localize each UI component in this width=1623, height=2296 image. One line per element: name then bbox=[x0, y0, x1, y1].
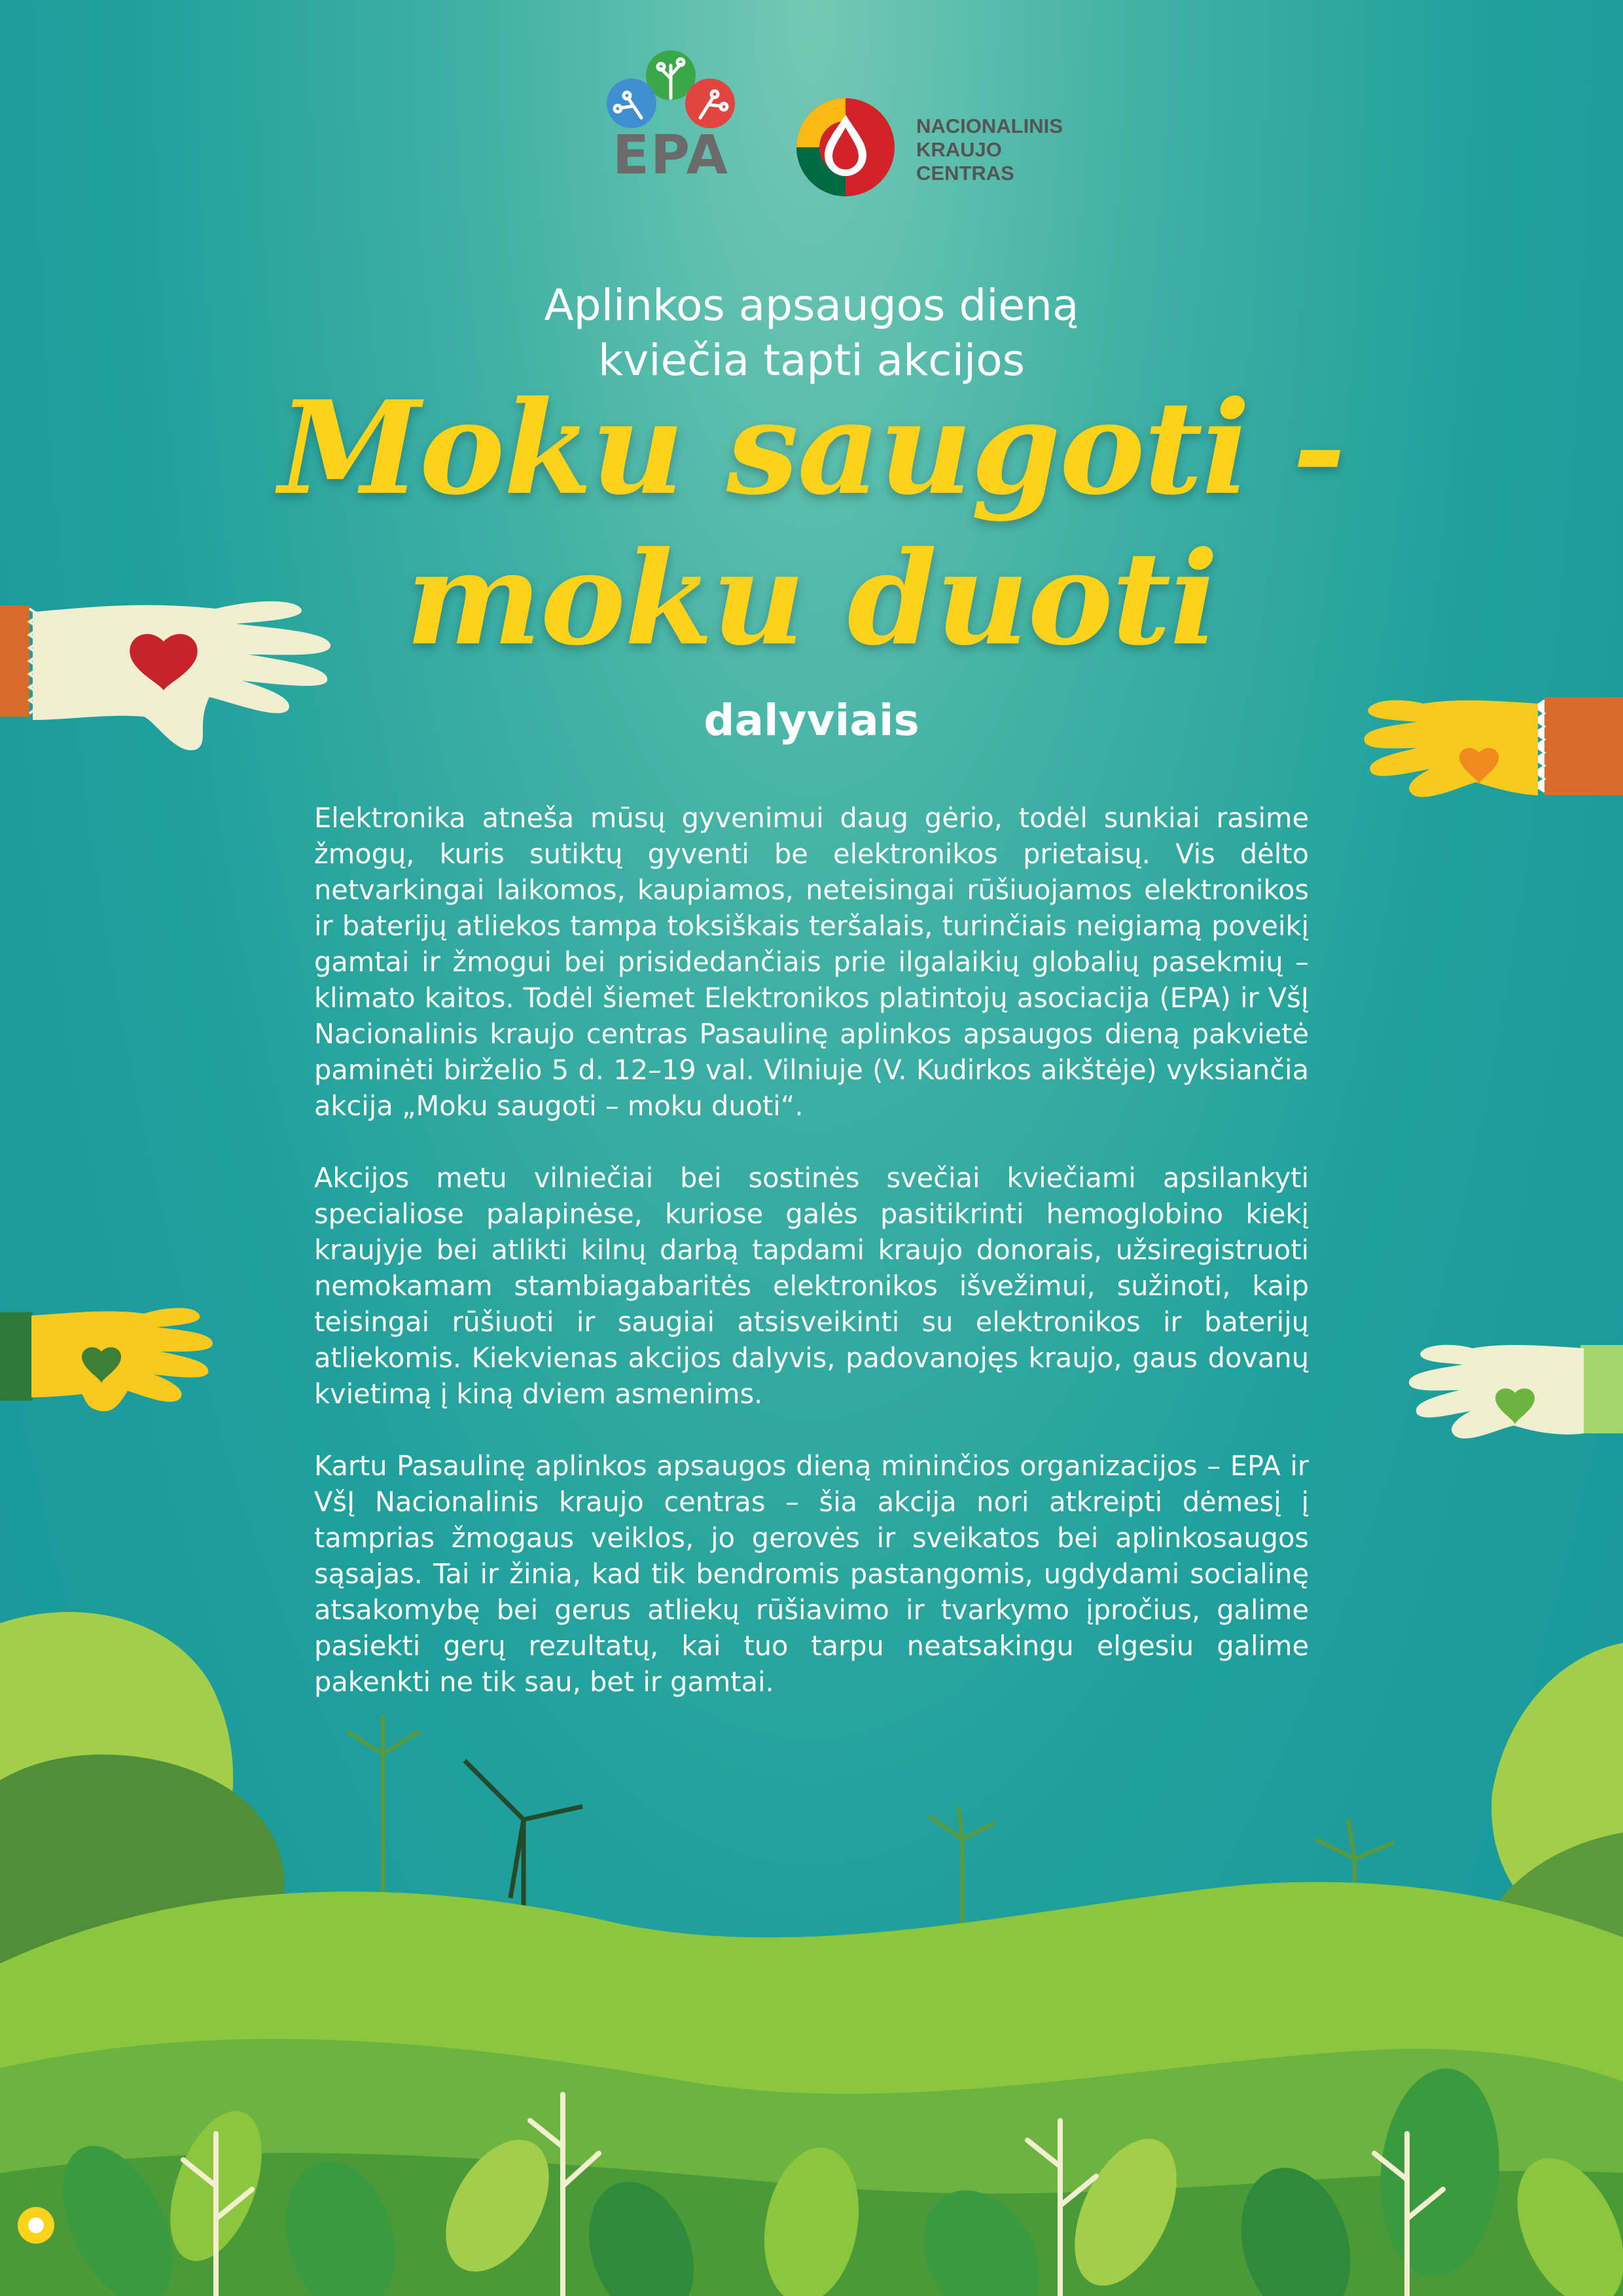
green-landscape-illustration bbox=[0, 1597, 1623, 2296]
intro-line-2: kviečia tapti akcijos bbox=[597, 335, 1026, 386]
paragraph-2: Akcijos metu vilniečiai bei sostinės svečiai kviečiami apsilankyti specialiose palapinėse, kuriose galės pasitikrinti hemoglobino kiekį kraujyje bei atlikti kilnų darbą tapdami kraujo donorais, užsiregistruoti nemokamam stambiagabaritės elektronikos išvežimui, sužinoti, kaip teisingai rūšiuoti ir saugiai atsisveikinti su elektronikos ir baterijų atliekomis. Kiekvienas akcijos dalyvis, padovanojęs kraujo, gaus dovanų kvietimą į kiną dviem asmenims. bbox=[314, 1162, 1309, 1410]
nkc-logo-text: NACIONALINIS KRAUJO CENTRAS bbox=[916, 115, 1063, 185]
logo-bar bbox=[0, 46, 1623, 203]
title-line-2: moku duoti bbox=[406, 524, 1217, 674]
title-line-1: Moku saugoti - bbox=[278, 373, 1345, 524]
epa-tree-icon bbox=[602, 46, 740, 131]
subtitle: dalyviais bbox=[704, 695, 919, 745]
hand-with-green-heart-icon bbox=[0, 1299, 216, 1414]
blood-drop-logo-icon bbox=[793, 95, 898, 200]
hand-with-orange-heart-icon bbox=[1358, 691, 1623, 808]
paragraph-3: Kartu Pasaulinę aplinkos apsaugos dieną mininčios organizacijos – EPA ir VšĮ Nacionalinis kraujo centras – šia akcija nori atkreipti dėmesį į tamprias žmogaus veiklos, jo gerovės ir sveikatos bei aplinkosaugos sąsajas. Tai ir žinia, kad tik bendromis pastangomis, ugdydami socialinę atsakomybę bei gerus atliekų rūšiavimo ir tvarkymo įpročius, galime pasiekti gerų rezultatų, kai tuo tarpu neatsakingu elgesiu galime pakenkti ne tik sau, bet ir gamtai. bbox=[314, 1450, 1309, 1698]
epa-logo bbox=[602, 46, 740, 196]
epa-logo-text: EPA bbox=[612, 124, 730, 187]
paragraph-1: Elektronika atneša mūsų gyvenimui daug gėrio, todėl sunkiai rasime žmogų, kuris sutiktų gyventi be elektronikos prietaisų. Vis dėlto netvarkingai laikomos, kaupiamos, neteisingai rūšiuojamos elektronikos ir baterijų atliekos tampa toksiškais teršalais, turinčiais neigiamą poveikį gamtai ir žmogui bei prisidedančiais prie ilgalaikių globalių pasekmių – klimato kaitos. Todėl šiemet Elektronikos platintojų asociacija (EPA) ir VšĮ Nacionalinis kraujo centras Pasaulinę aplinkos apsaugos dieną pakvietė paminėti birželio 5 d. 12–19 val. Vilniuje (V. Kudirkos aikštėje) vyksiančia akcija „Moku saugoti – moku duoti“. bbox=[314, 802, 1309, 1122]
hand-with-red-heart-icon bbox=[0, 592, 340, 756]
hand-with-light-green-heart-icon bbox=[1397, 1335, 1623, 1443]
intro-heading bbox=[0, 278, 1623, 388]
article-body bbox=[314, 800, 1309, 1736]
intro-line-1: Aplinkos apsaugos dieną bbox=[544, 280, 1079, 331]
